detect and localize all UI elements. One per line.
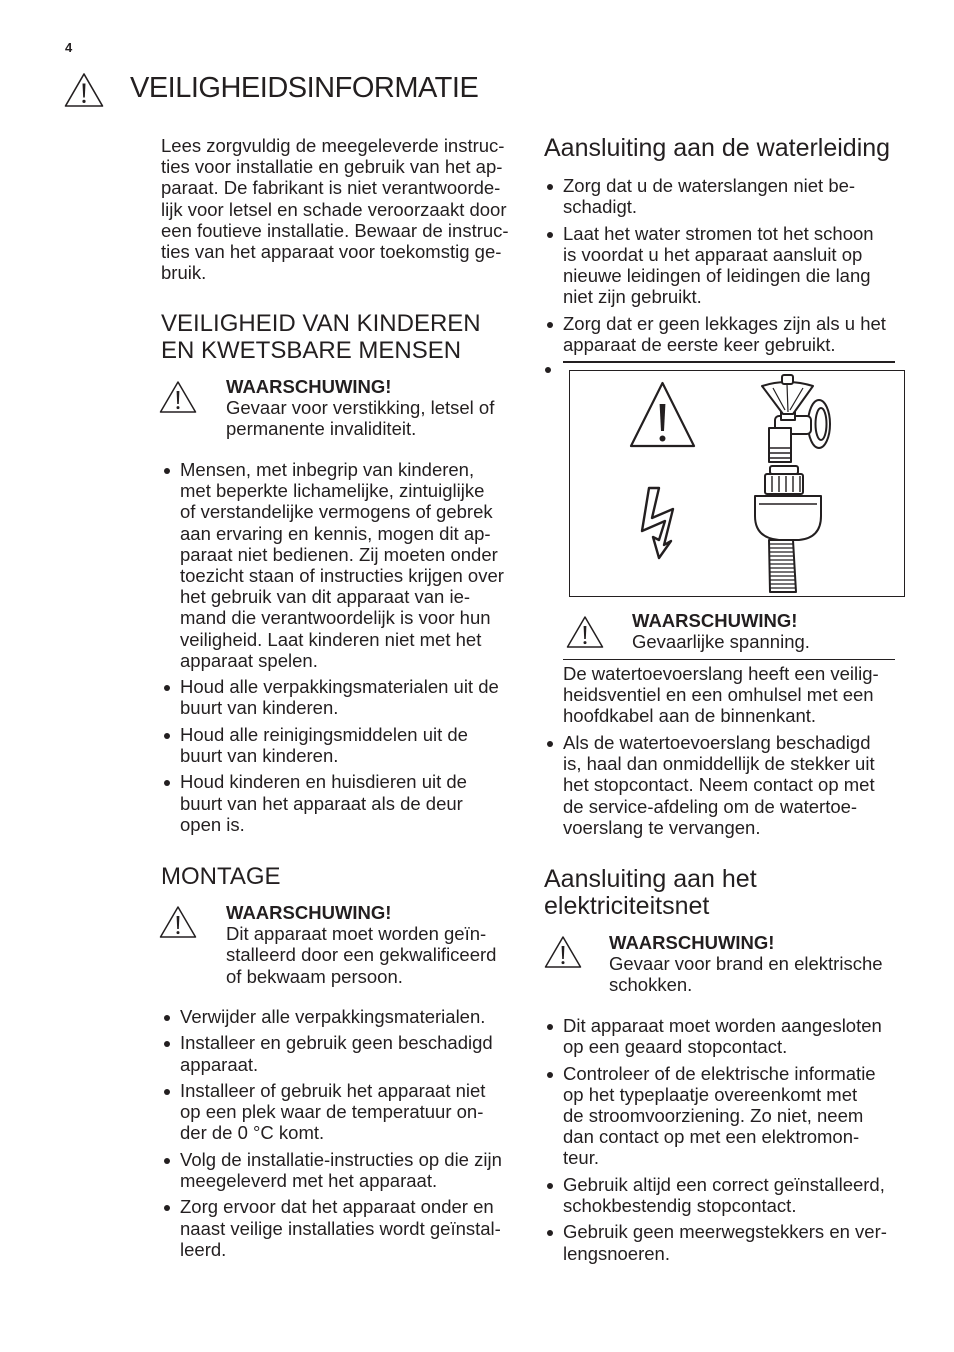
- list-item: Houd alle reinigingsmiddelen uit de buurt van kinderen.: [161, 724, 504, 766]
- list-item: Houd alle verpakkingsmaterialen uit de buurt van kinderen.: [161, 676, 504, 718]
- bullet-list-water-connection: [544, 175, 886, 355]
- list-item: Dit apparaat moet worden aangesloten op een geaard stopcontact.: [544, 1015, 887, 1057]
- warning-icon: [64, 72, 104, 108]
- warning-icon: [159, 905, 197, 939]
- list-item: Laat het water stromen tot het schoon is voordat u het apparaat aansluit op nieuwe leidingen of leidingen die lang niet zijn gebruikt.: [544, 223, 886, 308]
- bullet-list-children-safety: [161, 459, 504, 835]
- list-item: Installeer of gebruik het apparaat niet op een plek waar de temperatuur on- der de 0 °C komt.: [161, 1080, 502, 1144]
- list-item: Gebruik geen meerwegstekkers en ver- lengsnoeren.: [544, 1221, 887, 1263]
- intro-paragraph: Lees zorgvuldig de meegeleverde instruc- ties voor installatie en gebruik van het ap- paraat. De fabrikant is niet verantwoorde- lijk voor letsel en schade veroorzaakt door een foutieve installatie. Bewaar de instruc- ties van het apparaat voor toekomstig ge- bruik.: [161, 135, 509, 284]
- list-item: Als de watertoevoerslang beschadigd is, haal dan onmiddellijk de stekker uit het stopcontact. Neem contact op met de service-afdeling om de watertoe- voerslang te vervangen.: [544, 732, 875, 838]
- warning-label: WAARSCHUWING!: [226, 902, 392, 923]
- section-heading-installation: MONTAGE: [161, 863, 281, 890]
- warning-label: WAARSCHUWING!: [632, 610, 798, 631]
- warning-label: WAARSCHUWING!: [609, 932, 775, 953]
- warning-electrical-connection: [609, 932, 883, 996]
- list-item: Verwijder alle verpakkingsmaterialen.: [161, 1006, 502, 1027]
- list-item: Volg de installatie-instructies op die zijn meegeleverd met het apparaat.: [161, 1149, 502, 1191]
- page-title: VEILIGHEIDSINFORMATIE: [130, 72, 479, 104]
- hose-note: De watertoevoerslang heeft een veilig- heidsventiel en een omhulsel met een hoofdkabel aan de binnenkant.: [563, 663, 879, 727]
- warning-water-connection: [632, 610, 810, 652]
- warning-message: Dit apparaat moet worden geïn- stalleerd door een gekwalificeerd of bekwaam persoon.: [226, 923, 497, 987]
- list-item: Zorg dat u de waterslangen niet be- schadigt.: [544, 175, 886, 217]
- high-voltage-icon: [642, 488, 673, 558]
- warning-message: Gevaar voor verstikking, letsel of permanente invaliditeit.: [226, 397, 495, 440]
- list-item: Installeer en gebruik geen beschadigd apparaat.: [161, 1032, 502, 1074]
- illustration-box: [569, 370, 905, 597]
- warning-installation: [226, 902, 496, 987]
- bullet-list-hose: [544, 732, 875, 838]
- warning-label: WAARSCHUWING!: [226, 376, 392, 397]
- warning-icon: [159, 380, 197, 414]
- bullet-list-installation: [161, 1006, 502, 1260]
- section-heading-children-safety: VEILIGHEID VAN KINDEREN EN KWETSBARE MENSEN: [161, 310, 481, 364]
- divider: [563, 361, 895, 363]
- list-item: Mensen, met inbegrip van kinderen, met beperkte lichamelijke, zintuiglijke of verstandelijke vermogens of gebrek aan ervaring en kennis, mogen dit ap- paraat niet bedienen. Zij moeten onder toezicht staan of instructies krijgen over het gebruik van dit apparaat van ie- mand die verantwoordelijk is voor hun veiligheid. Laat kinderen niet met het apparaat spelen.: [161, 459, 504, 671]
- warning-message: Gevaarlijke spanning.: [632, 631, 810, 653]
- list-item: Gebruik altijd een correct geïnstalleerd, schokbestendig stopcontact.: [544, 1174, 887, 1216]
- page-number: 4: [65, 40, 73, 55]
- bullet-list-electrical-connection: [544, 1015, 887, 1264]
- warning-children-safety: [226, 376, 494, 440]
- divider: [563, 659, 895, 660]
- illustration: [570, 371, 904, 596]
- warning-icon: [566, 615, 604, 649]
- water-tap-icon: [762, 375, 830, 462]
- list-item: Houd kinderen en huisdieren uit de buurt van het apparaat als de deur open is.: [161, 771, 504, 835]
- warning-message: Gevaar voor brand en elektrische schokken.: [609, 953, 883, 996]
- warning-icon: [544, 935, 582, 969]
- list-bullet: [545, 367, 551, 373]
- list-item: Zorg dat er geen lekkages zijn als u het apparaat de eerste keer gebruikt.: [544, 313, 886, 355]
- warning-icon: [631, 383, 694, 446]
- section-heading-water-connection: Aansluiting aan de waterleiding: [544, 134, 891, 162]
- section-heading-electrical-connection: Aansluiting aan het elektriciteitsnet: [544, 865, 757, 920]
- inlet-hose-icon: [755, 466, 821, 592]
- list-item: Controleer of de elektrische informatie op het typeplaatje overeenkomt met de stroomvoorziening. Zo niet, neem dan contact op met een elektromon- teur.: [544, 1063, 887, 1169]
- list-item: Zorg ervoor dat het apparaat onder en naast veilige installaties wordt geïnstal- leerd.: [161, 1196, 502, 1260]
